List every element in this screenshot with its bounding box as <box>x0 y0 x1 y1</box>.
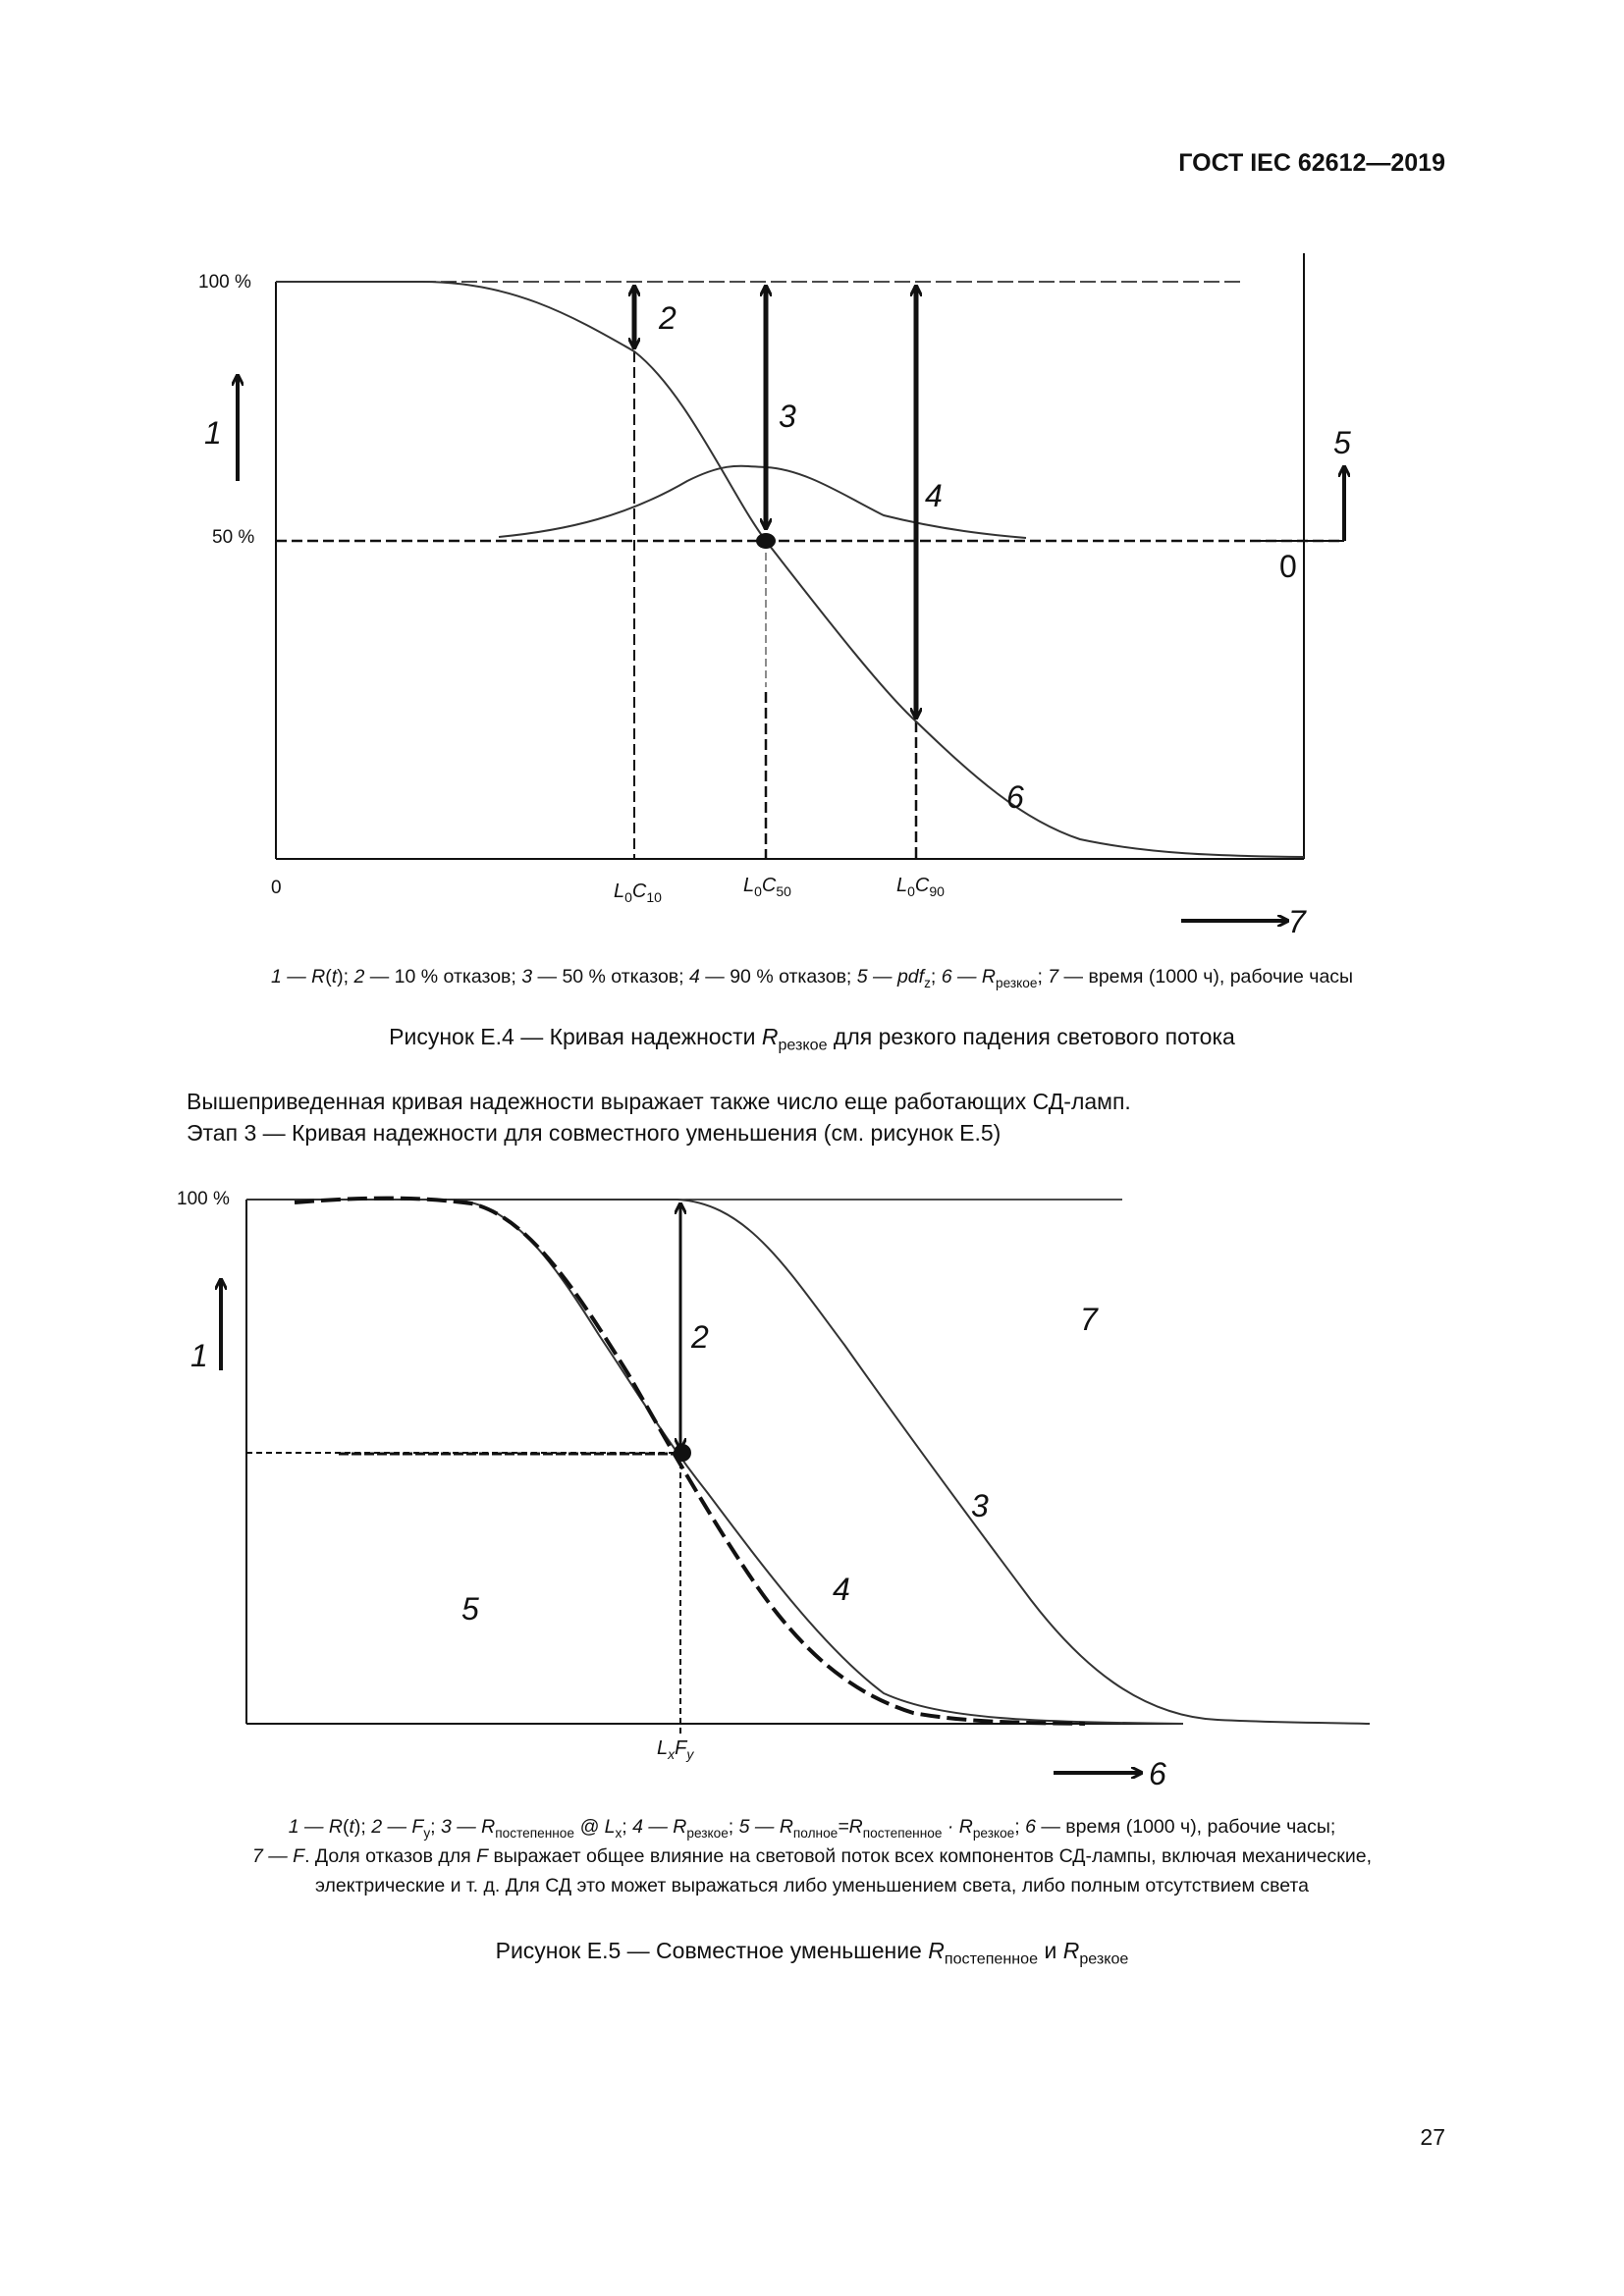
e5-legend <box>98 1812 1526 1900</box>
e5-curve-label-3: 3 <box>971 1488 989 1523</box>
paragraph-line-2: Этап 3 — Кривая надежности для совместного уменьшения (см. рисунок Е.5) <box>187 1120 1001 1146</box>
e5-legend-line-2: 7 — F. Доля отказов для F выражает общее влияние на световой поток всех компонентов СД-лампы, включая механические, <box>251 1845 1372 1867</box>
e4-tick-lc90: $L_0C_{90}$ <box>896 875 945 899</box>
e4-legend: 1 — R(t); 2 — 10 % отказов; 3 — 50 % отказов; 4 — 90 % отказов; 5 — pdf$_z$; 6 — $R_{резкое}$; 7 — время (1000 ч), рабочие часы <box>270 966 1354 990</box>
e5-lxfy-point <box>674 1444 691 1462</box>
e4-y-axis-label: 1 <box>204 415 222 451</box>
e4-right-axis-zero: 0 <box>1279 549 1297 584</box>
e4-callout-3: 3 <box>779 399 796 434</box>
e4-callout-4: 4 <box>925 478 943 513</box>
e5-curve-gradual <box>246 1200 1370 1724</box>
e4-right-axis-label: 5 <box>1333 425 1351 460</box>
e4-tick-lc10: $L_0C_{10}$ <box>614 881 662 905</box>
e5-y-axis-label: 1 <box>190 1338 208 1373</box>
document-header: ГОСТ IEC 62612—2019 <box>1178 149 1445 177</box>
e5-tick-lxfy: $L_xF_y$ <box>657 1737 694 1762</box>
e4-x-origin: 0 <box>271 878 282 898</box>
page-number: 27 <box>1420 2124 1445 2150</box>
e5-callout-2: 2 <box>691 1319 709 1355</box>
e4-caption: Рисунок Е.4 — Кривая надежности $R_{резкое}$ для резкого падения светового потока <box>389 1024 1235 1054</box>
e5-legend-line-1: 1 — R(t); 2 — $F_y$; 3 — $R_{постепенное}$ @ $L_x$; 4 — $R_{резкое}$; 5 — $R_{полное}=R_{постепенное} \cdot R_{резкое}$; 6 — время (1000 ч), рабочие часы; <box>288 1816 1336 1841</box>
e4-curve-label-6: 6 <box>1006 779 1024 815</box>
e4-x-axis-label: 7 <box>1288 904 1306 939</box>
e5-legend-line-3: электрические и т. д. Для СД это может выражаться либо уменьшением света, либо полным отсутствием света <box>314 1875 1309 1896</box>
e5-region-7: 7 <box>1080 1302 1098 1337</box>
e5-curve-abrupt <box>246 1200 1183 1724</box>
e5-caption: Рисунок Е.5 — Совместное уменьшение $R_{постепенное}$ и $R_{резкое}$ <box>495 1938 1129 1968</box>
e5-region-5: 5 <box>461 1591 479 1627</box>
e5-x-axis-label: 6 <box>1149 1756 1166 1791</box>
e4-tick-lc50: $L_0C_{50}$ <box>743 875 791 899</box>
e4-y-tick-50: 50 % <box>212 527 255 548</box>
e5-curve-total <box>295 1199 1085 1724</box>
e5-y-tick-100: 100 % <box>177 1189 230 1209</box>
paragraph-line-1: Вышеприведенная кривая надежности выражает также число еще работающих СД-ламп. <box>187 1089 1131 1114</box>
e5-curve-label-4: 4 <box>833 1572 850 1607</box>
e4-callout-2: 2 <box>659 300 677 336</box>
e4-y-tick-100: 100 % <box>198 272 251 293</box>
